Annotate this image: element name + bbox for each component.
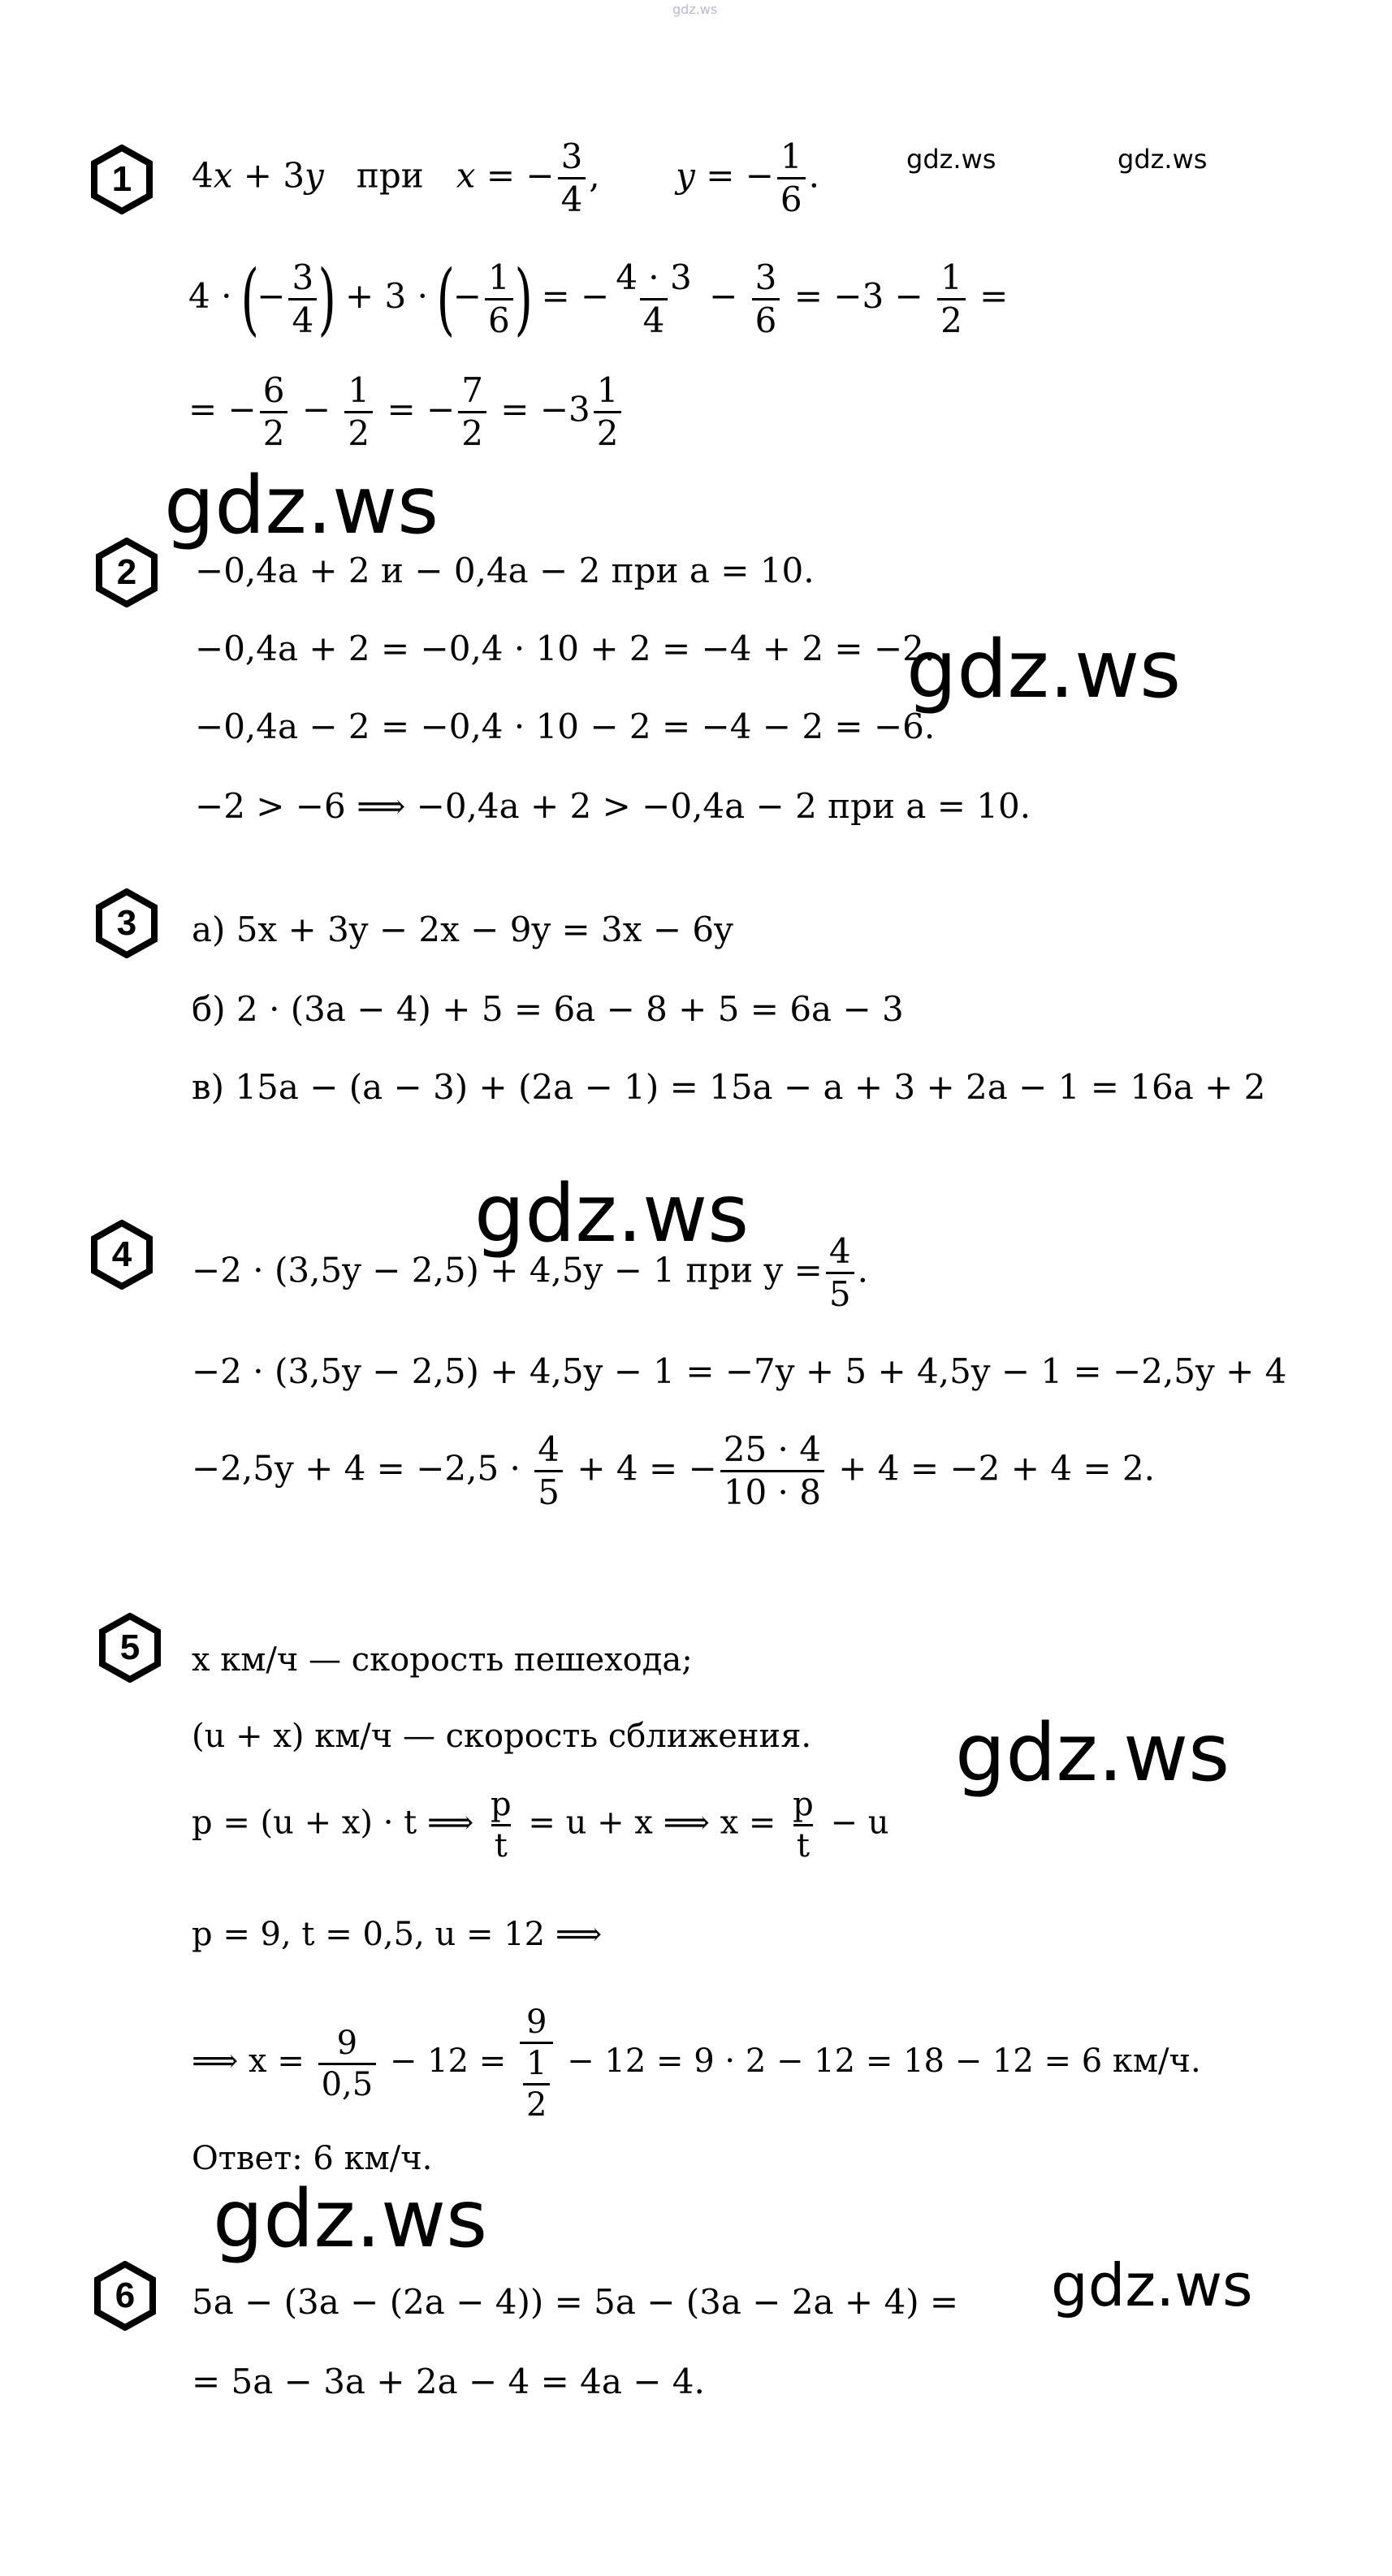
- task4-line2: −2 · (3,5y − 2,5) + 4,5y − 1 = −7y + 5 + 4,5y − 1 = −2,5y + 4: [192, 1351, 1287, 1391]
- task5-answer: Ответ: 6 км/ч.: [192, 2140, 433, 2177]
- task5-line2: (u + x) км/ч — скорость сближения.: [192, 1718, 812, 1755]
- task2-line1: −0,4a + 2 и − 0,4a − 2 при a = 10.: [195, 551, 815, 590]
- svg-text:4: 4: [111, 1234, 132, 1274]
- watermark: gdz.ws: [1051, 2251, 1253, 2319]
- task6-line1: 5a − (3a − (2a − 4)) = 5a − (3a − 2a + 4) =: [192, 2282, 959, 2322]
- task4-line3: −2,5y + 4 = −2,5 · $\frac{4}{5}$ + 4 = − $\frac{25 \cdot 4}{10 \cdot 8}$ + 4 = −2 + 4 = 2.: [192, 1429, 1155, 1512]
- task1-condition: 4x + 3y при x = − $\frac{3}{4}$ , y = − $\frac{1}{6}$ .: [192, 136, 820, 219]
- task1-line2: 4 · (− $\frac{3}{4}$ ) + 3 · (− $\frac{1}{6}$ ) = − $\frac{4 \cdot 3}{4}$ − $\frac{3}{6}$ = −3 − $\frac{1}{2}$ =: [188, 253, 1009, 344]
- task-number-badge: [99, 1613, 161, 1683]
- watermark: gdz.ws: [1117, 144, 1208, 175]
- svg-text:6: 6: [115, 2276, 136, 2315]
- svg-text:3: 3: [116, 903, 137, 943]
- task2-line2: −0,4a + 2 = −0,4 · 10 + 2 = −4 + 2 = −2.: [195, 629, 936, 668]
- task2-line3: −0,4a − 2 = −0,4 · 10 − 2 = −4 − 2 = −6.: [195, 707, 936, 746]
- task3-line2: б) 2 · (3a − 4) + 5 = 6a − 8 + 5 = 6a − 3: [192, 989, 904, 1029]
- watermark: gdz.ws: [213, 2173, 488, 2266]
- task5-line3: p = (u + x) · t ⟹ $\frac{p}{t}$ = u + x ⟹ x = $\frac{p}{t}$ − u: [192, 1786, 889, 1865]
- task2-line4: −2 > −6 ⟹ −0,4a + 2 > −0,4a − 2 при a = 10.: [195, 786, 1031, 826]
- svg-text:2: 2: [116, 552, 137, 592]
- task5-line4: p = 9, t = 0,5, u = 12 ⟹: [192, 1916, 603, 1953]
- watermark: gdz.ws: [474, 1168, 750, 1260]
- task3-line3: в) 15a − (a − 3) + (2a − 1) = 15a − a + 3 + 2a − 1 = 16a + 2: [192, 1067, 1266, 1107]
- svg-text:5: 5: [119, 1627, 140, 1667]
- task5-line5: ⟹ x = $\frac{9}{0,5}$ − 12 = $\frac{9}{\frac{1}{2}}$ − 12 = 9 · 2 − 12 = 18 − 12 = 6 км/ч.: [192, 2003, 1201, 2124]
- watermark: gdz.ws: [955, 1707, 1230, 1800]
- task-number-badge: [91, 145, 153, 214]
- task3-line1: а) 5x + 3y − 2x − 9y = 3x − 6y: [192, 910, 733, 949]
- task5-line1: x км/ч — скорость пешехода;: [192, 1641, 693, 1679]
- task1-line3: = − $\frac{6}{2}$ − $\frac{1}{2}$ = − $\frac{7}{2}$ = −3 $\frac{1}{2}$: [188, 374, 625, 451]
- watermark-top: gdz.ws: [672, 2, 718, 17]
- task-number-badge: [91, 1220, 153, 1290]
- svg-text:1: 1: [111, 159, 132, 199]
- task-number-badge: [96, 538, 158, 607]
- watermark: gdz.ws: [164, 460, 439, 552]
- task-number-badge: [94, 2261, 156, 2331]
- watermark: gdz.ws: [906, 624, 1182, 716]
- task4-line1: −2 · (3,5y − 2,5) + 4,5y − 1 при y = $\frac{4}{5}$ .: [192, 1231, 868, 1314]
- task6-line2: = 5a − 3a + 2a − 4 = 4a − 4.: [192, 2362, 705, 2401]
- watermark: gdz.ws: [906, 144, 996, 175]
- task-number-badge: [96, 888, 158, 958]
